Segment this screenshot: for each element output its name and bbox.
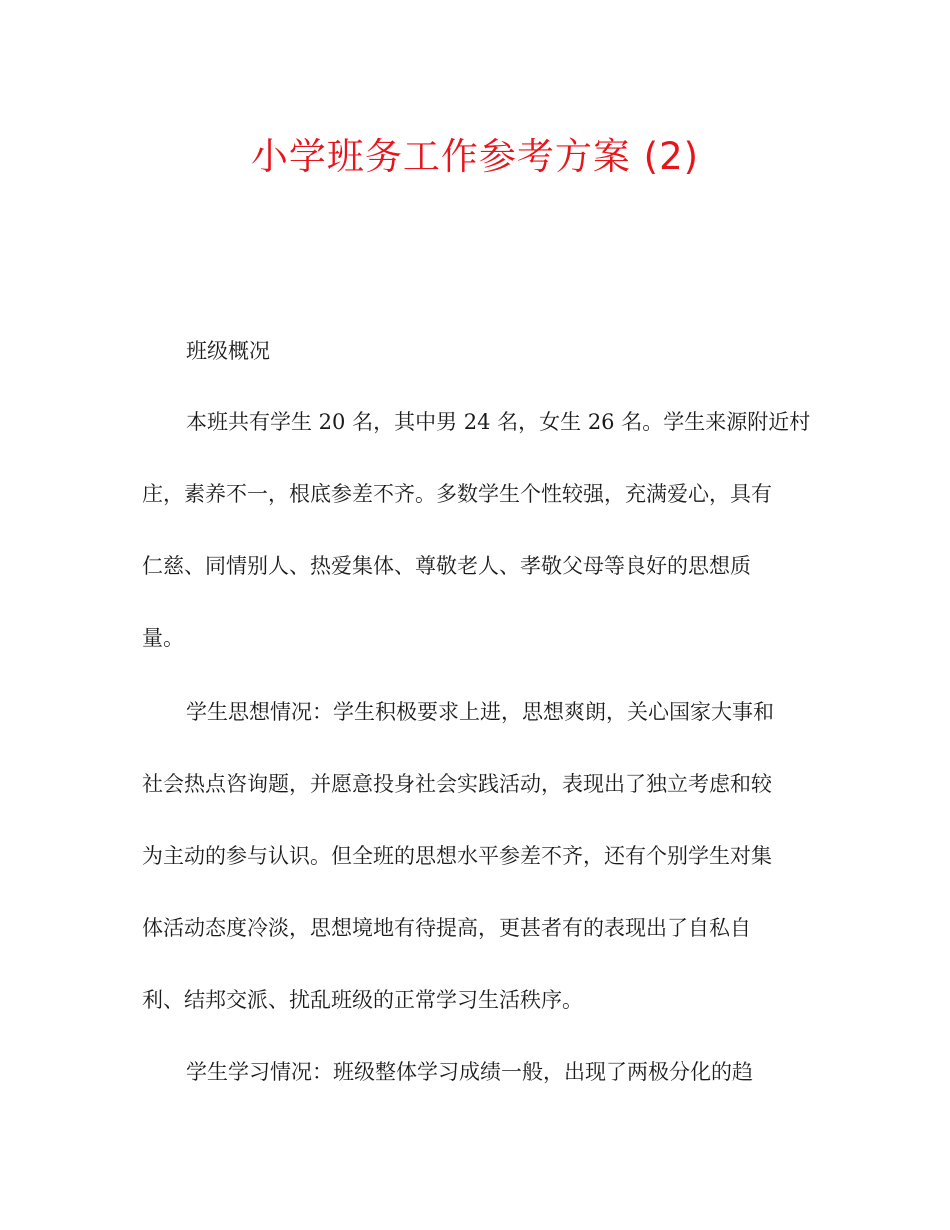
document-title: 小学班务工作参考方案 (2) [250, 135, 700, 178]
paragraph-line: 社会热点咨询题，并愿意投身社会实践活动，表现出了独立考虑和较 [142, 772, 772, 796]
section-heading: 班级概况 [186, 339, 270, 363]
paragraph-line: 量。 [142, 626, 184, 650]
paragraph-line: 本班共有学生 20 名，其中男 24 名，女生 26 名。学生来源附近村 [186, 410, 811, 434]
paragraph-line: 学生思想情况：学生积极要求上进，思想爽朗，关心国家大事和 [186, 700, 774, 724]
paragraph-line: 学生学习情况：班级整体学习成绩一般，出现了两极分化的趋 [186, 1060, 753, 1084]
paragraph-line: 为主动的参与认识。但全班的思想水平参差不齐，还有个别学生对集 [142, 844, 772, 868]
paragraph-line: 仁慈、同情别人、热爱集体、尊敬老人、孝敬父母等良好的思想质 [142, 554, 751, 578]
paragraph-line: 体活动态度冷淡，思想境地有待提高，更甚者有的表现出了自私自 [142, 916, 751, 940]
paragraph-line: 利、结邦交派、扰乱班级的正常学习生活秩序。 [142, 988, 583, 1012]
paragraph-line: 庄，素养不一，根底参差不齐。多数学生个性较强，充满爱心，具有 [142, 482, 772, 506]
